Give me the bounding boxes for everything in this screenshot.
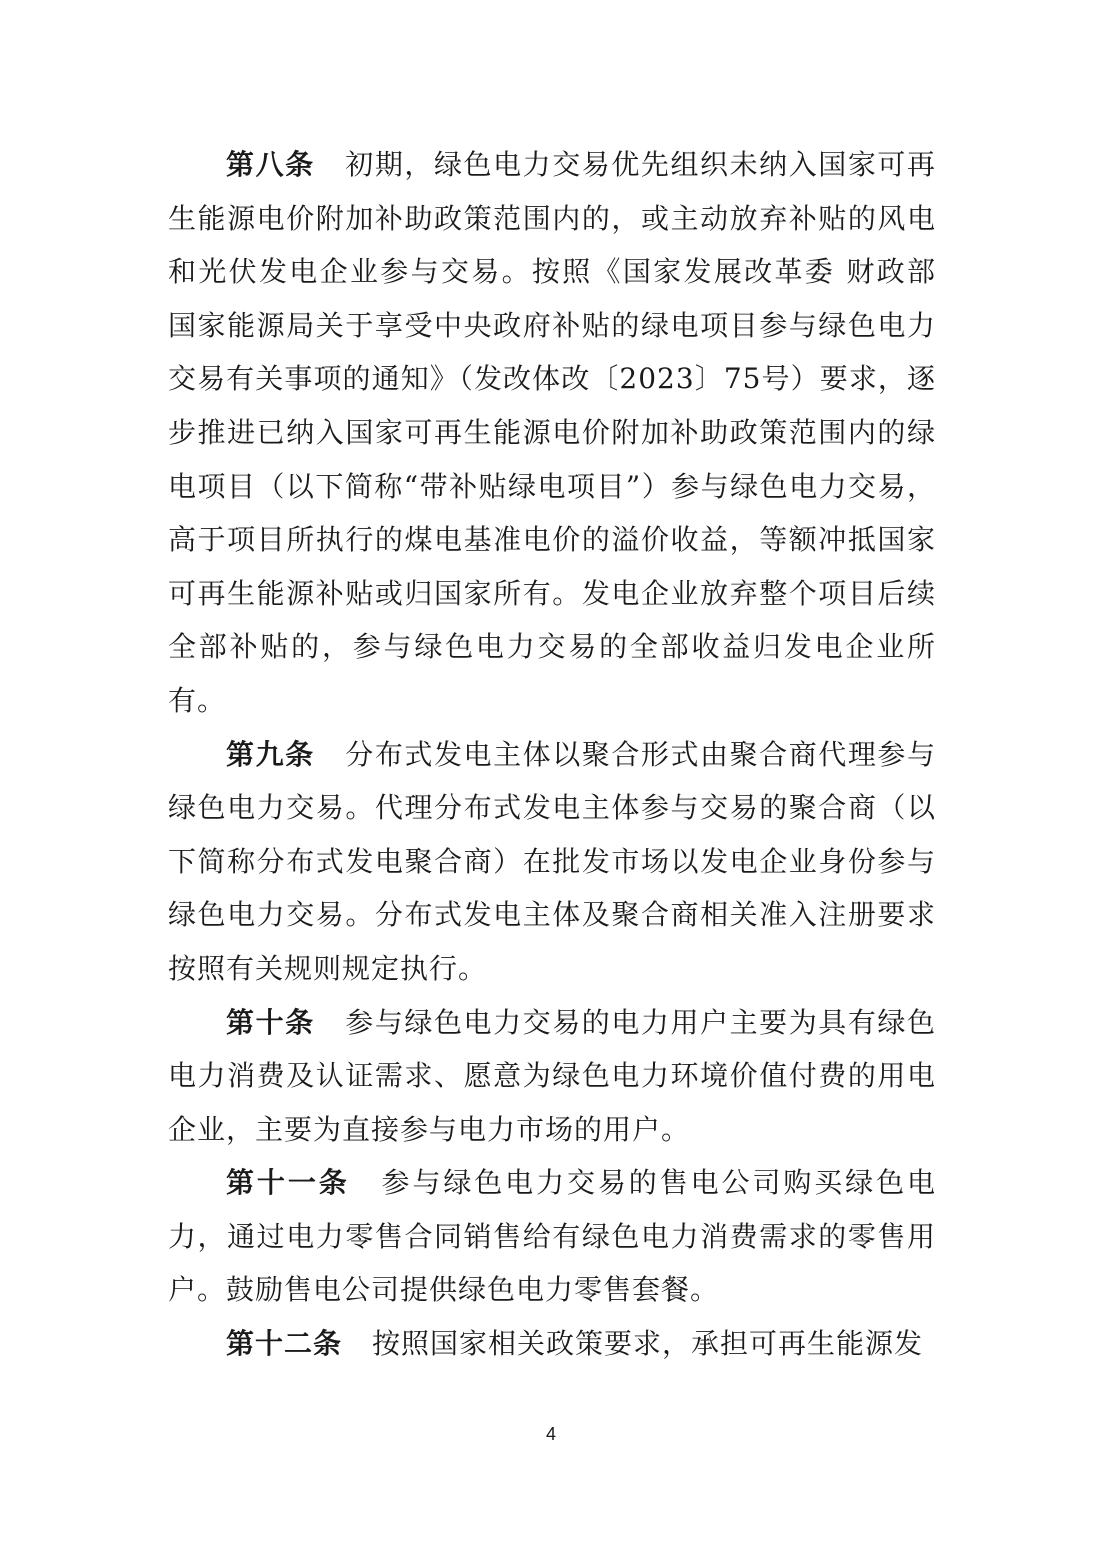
article-text: 参与绿色电力交易的售电公司购买绿色电力，通过电力零售合同销售给有绿色电力消费需求的零售用户。鼓励售电公司提供绿色电力零售套餐。 (168, 1166, 936, 1307)
article-text: 按照国家相关政策要求，承担可再生能源发 (372, 1327, 924, 1361)
article-text: 分布式发电主体以聚合形式由聚合商代理参与绿色电力交易。代理分布式发电主体参与交易的聚合商（以下简称分布式发电聚合商）在批发市场以发电企业身份参与绿色电力交易。分布式发电主体及聚合商相关准入注册要求按照有关规则规定执行。 (168, 737, 936, 985)
article-heading: 第八条 (226, 148, 315, 181)
article-heading: 第九条 (226, 737, 315, 771)
page-number: 4 (545, 1424, 556, 1444)
article-text: 参与绿色电力交易的电力用户主要为具有绿色电力消费及认证需求、愿意为绿色电力环境价值付费的用电企业，主要为直接参与电力市场的用户。 (168, 1005, 936, 1146)
article-10 (168, 996, 936, 1157)
article-8 (168, 138, 936, 728)
article-heading: 第十一条 (226, 1166, 350, 1200)
article-text: 初期，绿色电力交易优先组织未纳入国家可再生能源电价附加补助政策范围内的，或主动放弃补贴的风电和光伏发电企业参与交易。按照《国家发展改革委 财政部 国家能源局关于享受中央政府补贴的绿电项目参与绿色电力交易有关事项的通知》（发改体改〔2023〕75号）要求，逐步推进已纳入国家可再生能源电价附加补助政策范围内的绿电项目（以下简称“带补贴绿电项目”）参与绿色电力交易，高于项目所执行的煤电基准电价的溢价收益，等额冲抵国家可再生能源补贴或归国家所有。发电企业放弃整个项目后续全部补贴的，参与绿色电力交易的全部收益归发电企业所有。 (168, 148, 936, 717)
article-9 (168, 728, 936, 996)
article-11 (168, 1156, 936, 1317)
article-heading: 第十条 (226, 1005, 315, 1039)
document-body (168, 138, 936, 1371)
article-12 (168, 1317, 936, 1371)
article-heading: 第十二条 (226, 1327, 343, 1361)
